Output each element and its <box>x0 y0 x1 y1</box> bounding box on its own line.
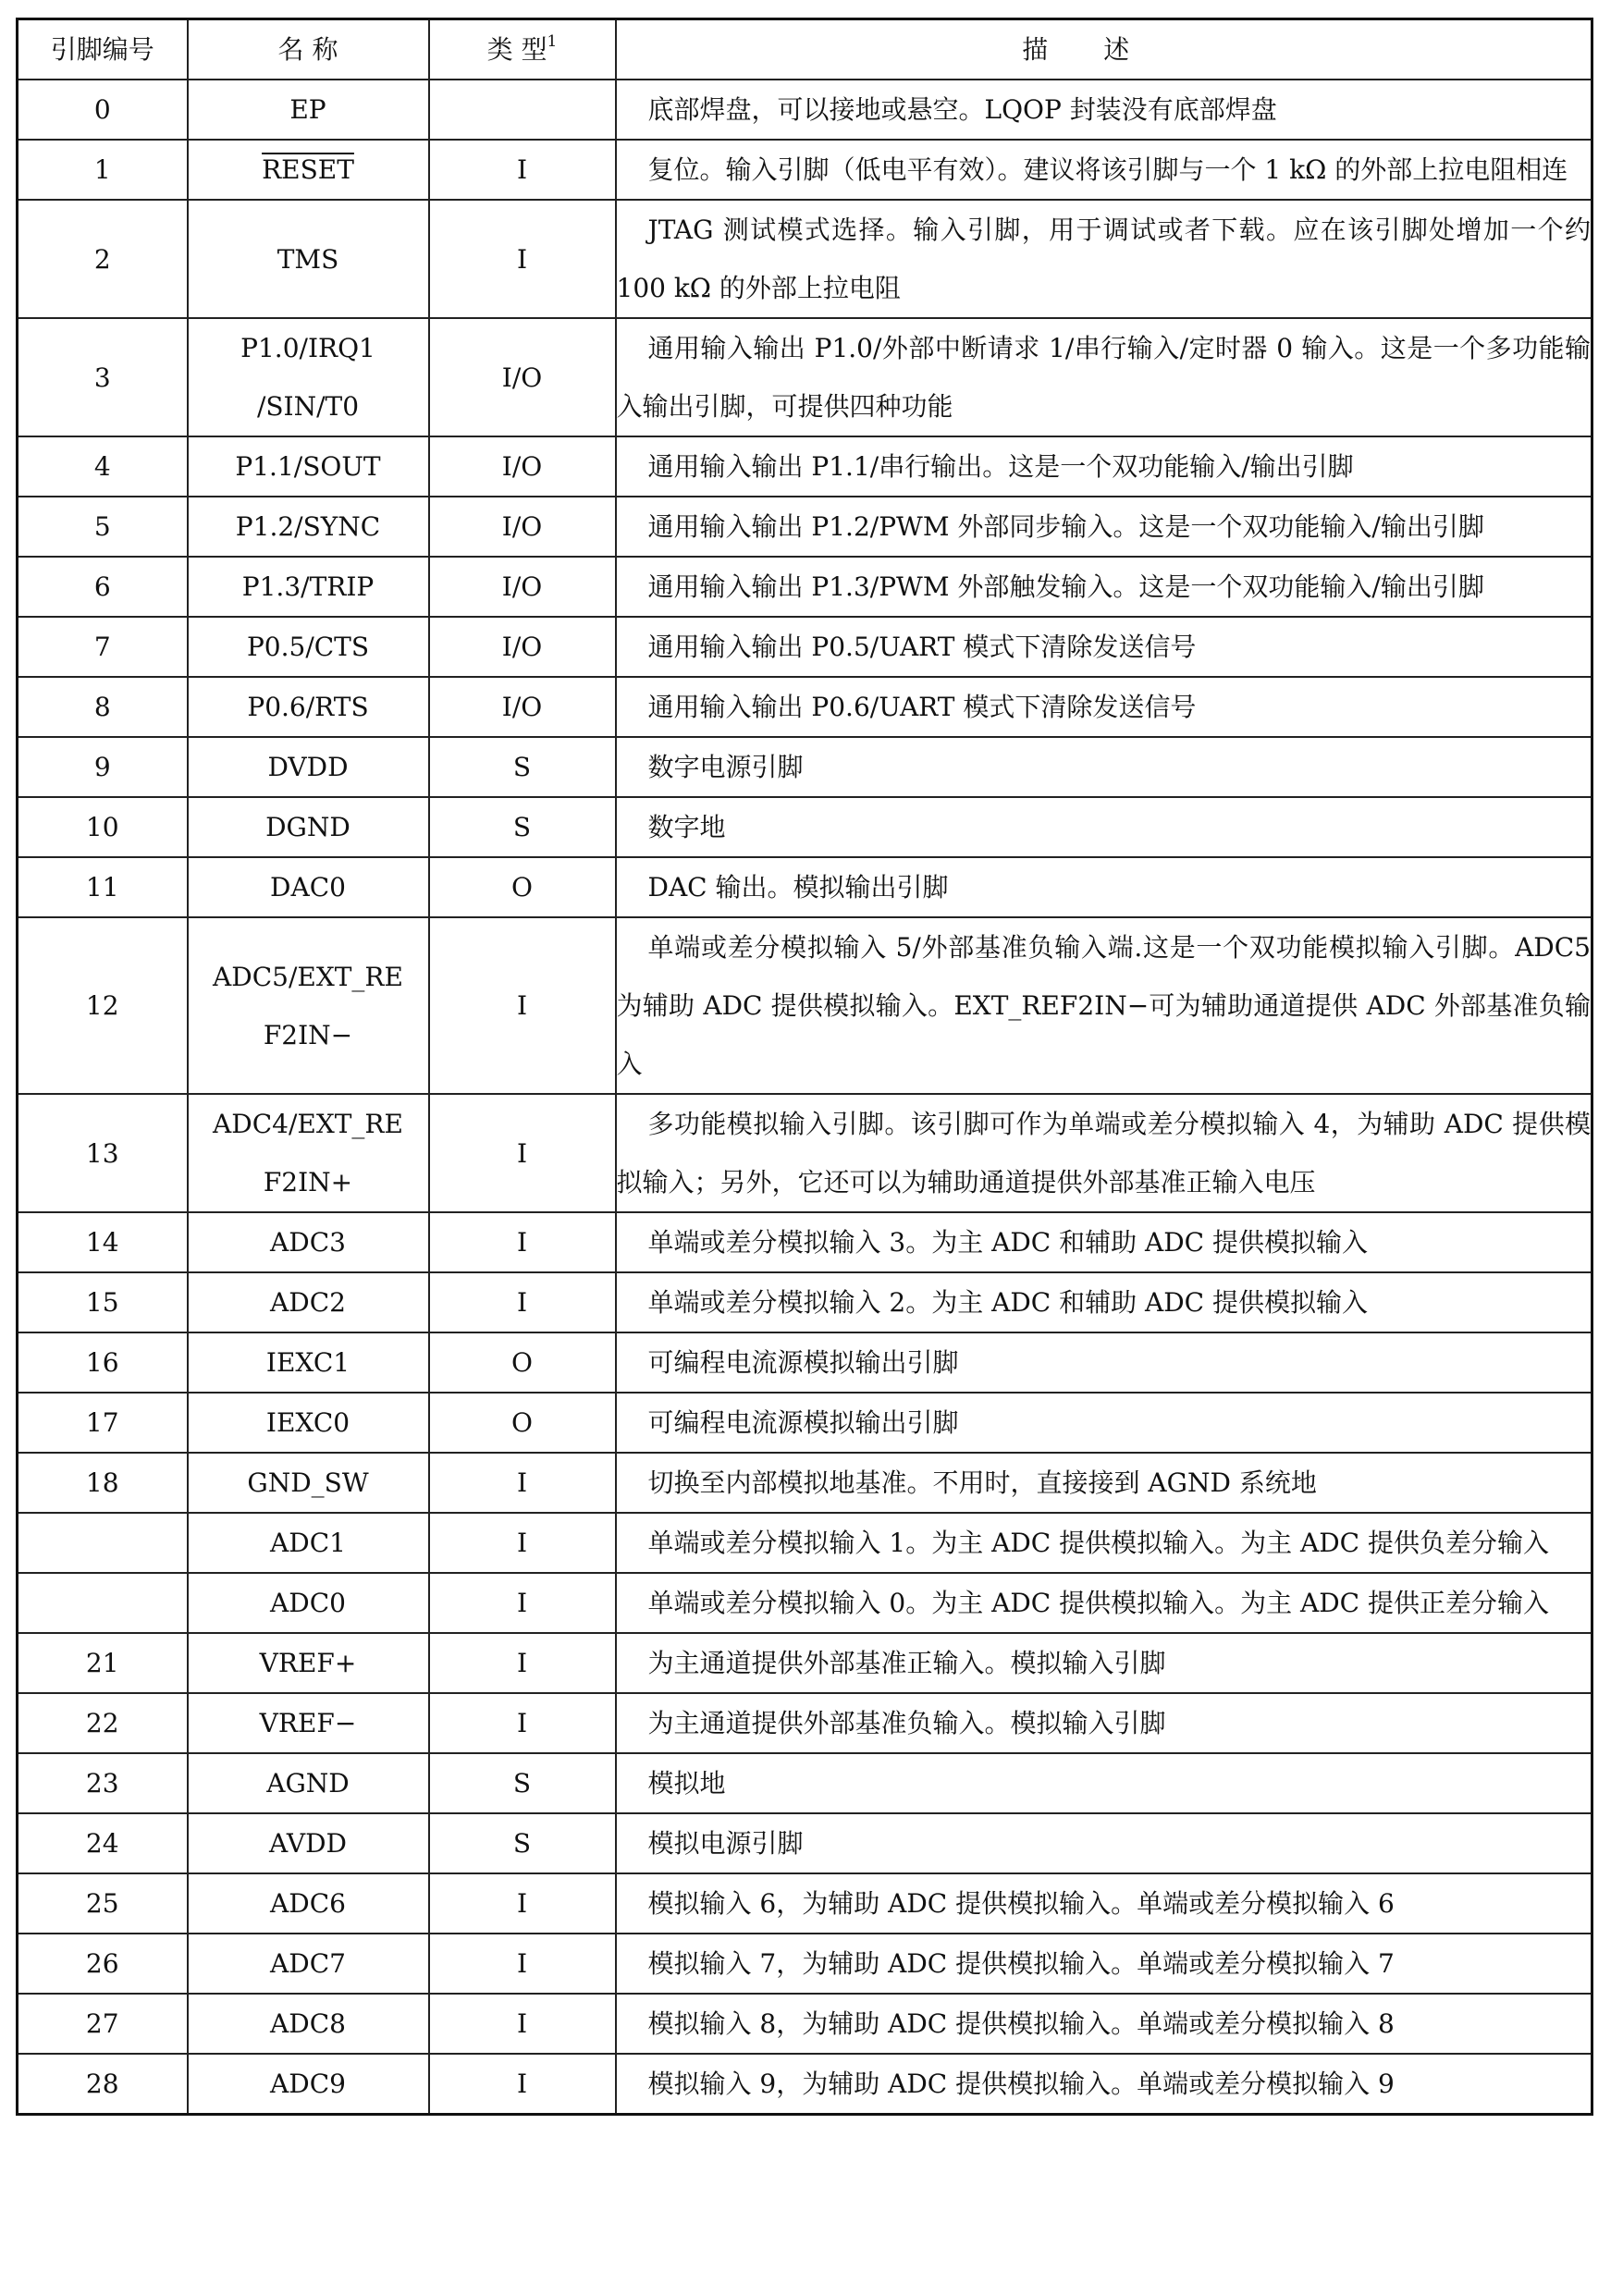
pin-description-cell: 通用输入输出 P0.5/UART 模式下清除发送信号 <box>616 617 1592 677</box>
pin-type-cell: S <box>429 737 616 797</box>
pin-number-cell: 26 <box>18 1934 188 1994</box>
table-row <box>18 617 1592 677</box>
pin-number-cell: 14 <box>18 1212 188 1272</box>
pin-name-cell: ADC9 <box>188 2054 429 2115</box>
pin-name-cell: ADC5/EXT_RE F2IN− <box>188 917 429 1094</box>
pin-number-cell: 17 <box>18 1393 188 1453</box>
pin-number-cell: 6 <box>18 557 188 617</box>
pin-description-cell: DAC 输出。模拟输出引脚 <box>616 857 1592 917</box>
pin-name-cell: VREF− <box>188 1693 429 1753</box>
pin-number-cell: 12 <box>18 917 188 1094</box>
pin-name-cell: P0.5/CTS <box>188 617 429 677</box>
pin-name-cell: P1.2/SYNC <box>188 497 429 557</box>
pin-description-cell: 模拟地 <box>616 1753 1592 1813</box>
pin-description-cell: 底部焊盘，可以接地或悬空。LQOP 封装没有底部焊盘 <box>616 80 1592 140</box>
table-row <box>18 797 1592 857</box>
pin-type-cell: I <box>429 200 616 318</box>
pin-description-cell: 数字地 <box>616 797 1592 857</box>
table-row <box>18 140 1592 200</box>
pin-description-cell: 模拟输入 9，为辅助 ADC 提供模拟输入。单端或差分模拟输入 9 <box>616 2054 1592 2115</box>
table-row <box>18 497 1592 557</box>
pin-description-cell: 切换至内部模拟地基准。不用时，直接接到 AGND 系统地 <box>616 1453 1592 1513</box>
table-row <box>18 436 1592 497</box>
pin-number-cell: 24 <box>18 1813 188 1873</box>
pin-number-cell: 5 <box>18 497 188 557</box>
pin-description-cell: 可编程电流源模拟输出引脚 <box>616 1393 1592 1453</box>
table-row <box>18 80 1592 140</box>
pin-type-cell: I <box>429 1513 616 1573</box>
header-row <box>18 19 1592 80</box>
pin-type-cell: I/O <box>429 318 616 436</box>
pin-type-cell: I <box>429 1094 616 1212</box>
pin-type-cell: I <box>429 1994 616 2054</box>
pin-number-cell: 11 <box>18 857 188 917</box>
pin-description-cell: 通用输入输出 P1.3/PWM 外部触发输入。这是一个双功能输入/输出引脚 <box>616 557 1592 617</box>
pin-description-cell: 可编程电流源模拟输出引脚 <box>616 1332 1592 1393</box>
pin-type-cell: O <box>429 1332 616 1393</box>
pin-description-cell: 单端或差分模拟输入 5/外部基准负输入端.这是一个双功能模拟输入引脚。ADC5 为辅助 ADC 提供模拟输入。EXT_REF2IN−可为辅助通道提供 ADC 外部基准负输入 <box>616 917 1592 1094</box>
pin-type-cell: I <box>429 1633 616 1693</box>
pin-name-cell: AVDD <box>188 1813 429 1873</box>
table-row <box>18 1873 1592 1934</box>
pin-name-cell: EP <box>188 80 429 140</box>
pin-type-cell: I <box>429 1453 616 1513</box>
pin-name-cell: ADC8 <box>188 1994 429 2054</box>
pin-name-cell: ADC4/EXT_RE F2IN+ <box>188 1094 429 1212</box>
pin-number-cell: 16 <box>18 1332 188 1393</box>
table-row <box>18 857 1592 917</box>
table-row <box>18 917 1592 1094</box>
pin-description-cell: 多功能模拟输入引脚。该引脚可作为单端或差分模拟输入 4，为辅助 ADC 提供模拟输入；另外，它还可以为辅助通道提供外部基准正输入电压 <box>616 1094 1592 1212</box>
pin-type-cell: O <box>429 857 616 917</box>
pin-number-cell: 21 <box>18 1633 188 1693</box>
pin-description-cell: 单端或差分模拟输入 3。为主 ADC 和辅助 ADC 提供模拟输入 <box>616 1212 1592 1272</box>
pin-description-cell: 通用输入输出 P1.2/PWM 外部同步输入。这是一个双功能输入/输出引脚 <box>616 497 1592 557</box>
table-row <box>18 737 1592 797</box>
pin-number-cell: 7 <box>18 617 188 677</box>
table-row <box>18 557 1592 617</box>
table-row <box>18 1813 1592 1873</box>
header-type-label: 类 型 <box>486 34 547 65</box>
pin-number-cell: 4 <box>18 436 188 497</box>
pin-name-cell: IEXC0 <box>188 1393 429 1453</box>
pin-number-cell: 22 <box>18 1693 188 1753</box>
pin-number-cell: 10 <box>18 797 188 857</box>
pin-number-cell: 13 <box>18 1094 188 1212</box>
pin-type-cell: I/O <box>429 557 616 617</box>
pin-type-cell: I/O <box>429 617 616 677</box>
pin-description-cell: 模拟输入 7，为辅助 ADC 提供模拟输入。单端或差分模拟输入 7 <box>616 1934 1592 1994</box>
table-row <box>18 318 1592 436</box>
header-description: 描述 <box>616 19 1592 80</box>
pin-name-cell: GND_SW <box>188 1453 429 1513</box>
pin-name-cell: DGND <box>188 797 429 857</box>
header-type <box>429 19 616 80</box>
pin-description-cell: 模拟电源引脚 <box>616 1813 1592 1873</box>
pin-type-cell: S <box>429 1753 616 1813</box>
pin-table <box>16 18 1593 2116</box>
header-pin-number: 引脚编号 <box>18 19 188 80</box>
pin-name-cell: IEXC1 <box>188 1332 429 1393</box>
table-row <box>18 1513 1592 1573</box>
pin-number-cell: 25 <box>18 1873 188 1934</box>
pin-type-cell: I/O <box>429 677 616 737</box>
table-row <box>18 1633 1592 1693</box>
table-row <box>18 1994 1592 2054</box>
pin-type-cell: I <box>429 1693 616 1753</box>
pin-description-cell: 通用输入输出 P0.6/UART 模式下清除发送信号 <box>616 677 1592 737</box>
table-row <box>18 1393 1592 1453</box>
pin-number-cell: 0 <box>18 80 188 140</box>
table-row <box>18 1332 1592 1393</box>
pin-type-cell: I <box>429 1272 616 1332</box>
pin-description-cell: 单端或差分模拟输入 2。为主 ADC 和辅助 ADC 提供模拟输入 <box>616 1272 1592 1332</box>
pin-type-cell: I <box>429 1212 616 1272</box>
table-row <box>18 1212 1592 1272</box>
pin-name-cell: ADC0 <box>188 1573 429 1633</box>
header-type-footnote: 1 <box>547 32 558 51</box>
pin-name-cell: ADC3 <box>188 1212 429 1272</box>
pin-name-cell: DAC0 <box>188 857 429 917</box>
pin-description-cell: 单端或差分模拟输入 1。为主 ADC 提供模拟输入。为主 ADC 提供负差分输入 <box>616 1513 1592 1573</box>
pin-type-cell: I <box>429 917 616 1094</box>
pin-number-cell: 15 <box>18 1272 188 1332</box>
pin-description-cell: 通用输入输出 P1.0/外部中断请求 1/串行输入/定时器 0 输入。这是一个多功能输入输出引脚，可提供四种功能 <box>616 318 1592 436</box>
pin-type-cell: I <box>429 140 616 200</box>
pin-type-cell: I <box>429 1873 616 1934</box>
table-row <box>18 1573 1592 1633</box>
pin-number-cell: 18 <box>18 1453 188 1513</box>
pin-number-cell: 1 <box>18 140 188 200</box>
pin-description-cell: 为主通道提供外部基准正输入。模拟输入引脚 <box>616 1633 1592 1693</box>
pin-description-cell: 单端或差分模拟输入 0。为主 ADC 提供模拟输入。为主 ADC 提供正差分输入 <box>616 1573 1592 1633</box>
pin-name-cell: P0.6/RTS <box>188 677 429 737</box>
pin-description-cell: 为主通道提供外部基准负输入。模拟输入引脚 <box>616 1693 1592 1753</box>
pin-number-cell: 2 <box>18 200 188 318</box>
pin-name-cell: ADC2 <box>188 1272 429 1332</box>
pin-type-cell: I <box>429 1934 616 1994</box>
pin-description-cell: 模拟输入 6，为辅助 ADC 提供模拟输入。单端或差分模拟输入 6 <box>616 1873 1592 1934</box>
pin-description-cell: 复位。输入引脚（低电平有效）。建议将该引脚与一个 1 kΩ 的外部上拉电阻相连 <box>616 140 1592 200</box>
pin-number-cell <box>18 1513 188 1573</box>
pin-type-cell <box>429 80 616 140</box>
pin-name-cell: ADC1 <box>188 1513 429 1573</box>
pin-number-cell: 27 <box>18 1994 188 2054</box>
table-row <box>18 1272 1592 1332</box>
pin-type-cell: I/O <box>429 497 616 557</box>
pin-name-cell: TMS <box>188 200 429 318</box>
pin-description-cell: 模拟输入 8，为辅助 ADC 提供模拟输入。单端或差分模拟输入 8 <box>616 1994 1592 2054</box>
table-row <box>18 1934 1592 1994</box>
pin-type-cell: S <box>429 1813 616 1873</box>
pin-number-cell: 3 <box>18 318 188 436</box>
pin-name-cell: RESET <box>188 140 429 200</box>
pin-number-cell: 28 <box>18 2054 188 2115</box>
pin-type-cell: O <box>429 1393 616 1453</box>
table-row <box>18 1094 1592 1212</box>
table-row <box>18 677 1592 737</box>
pin-number-cell: 23 <box>18 1753 188 1813</box>
pin-number-cell <box>18 1573 188 1633</box>
pin-name-cell: AGND <box>188 1753 429 1813</box>
pin-rows <box>18 80 1592 2115</box>
pin-name-cell: P1.0/IRQ1 /SIN/T0 <box>188 318 429 436</box>
pin-name-cell: ADC6 <box>188 1873 429 1934</box>
table-row <box>18 1753 1592 1813</box>
table-row <box>18 1453 1592 1513</box>
table-row <box>18 1693 1592 1753</box>
pin-type-cell: I <box>429 2054 616 2115</box>
header-name: 名 称 <box>188 19 429 80</box>
table-row <box>18 2054 1592 2115</box>
pin-name-cell: P1.3/TRIP <box>188 557 429 617</box>
pin-number-cell: 8 <box>18 677 188 737</box>
pin-name-cell: DVDD <box>188 737 429 797</box>
pin-type-cell: I/O <box>429 436 616 497</box>
pin-type-cell: I <box>429 1573 616 1633</box>
pin-description-cell: 通用输入输出 P1.1/串行输出。这是一个双功能输入/输出引脚 <box>616 436 1592 497</box>
pin-name-cell: VREF+ <box>188 1633 429 1693</box>
pin-name-cell: P1.1/SOUT <box>188 436 429 497</box>
pin-number-cell: 9 <box>18 737 188 797</box>
pin-description-cell: JTAG 测试模式选择。输入引脚，用于调试或者下载。应在该引脚处增加一个约 100 kΩ 的外部上拉电阻 <box>616 200 1592 318</box>
pin-type-cell: S <box>429 797 616 857</box>
pin-name-cell: ADC7 <box>188 1934 429 1994</box>
table-row <box>18 200 1592 318</box>
pin-description-cell: 数字电源引脚 <box>616 737 1592 797</box>
